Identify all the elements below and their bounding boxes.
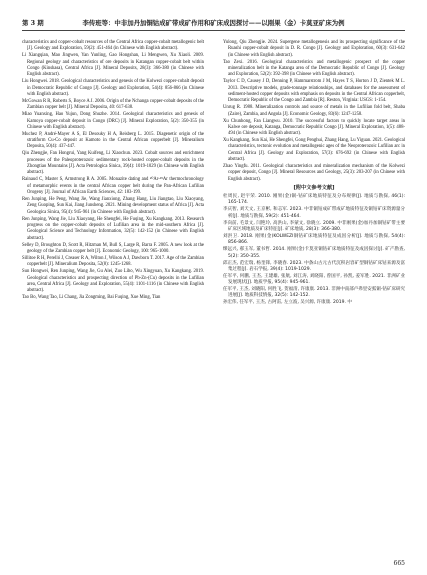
reference-entry: Miao Yuanxing, Hao Yujun, Dong Shuzhe. 2014. Geological characteristics and genesis of Kamoya copper-cobalt deposit in Congo (DRC) [J]. Mineral Exploration, 5(2): 350-355 (in Chinese with English abstract).: [22, 112, 204, 130]
chinese-reference-entry: 缪远兴, 郝玉军, 董书哲. 2014. 刚果(金)卡莫亚铜钴矿床地质特征及成因探讨[J]. 矿产勘查, 5(2): 350-355.: [223, 247, 405, 259]
reference-entry: McGowan R R, Roberts S, Boyce A J. 2006. Origin of the Nchanga copper-cobalt deposits of the Zambian copper belt [J]. Mineral Deposita, 40: 617-638.: [22, 98, 204, 111]
reference-entry: Zhao Yingfu. 2011. Geological characteristics and mineralization mechanism of the Kolwezi copper deposit, Congo [J]. Mineral Resources and Geology, 25(3): 203-207 (in Chinese with English abstract).: [223, 164, 405, 182]
reference-entry: Selley D, Broughton D, Scott R, Hitzman M, Bull S, Large R, Barra F. 2005. A new look at the geology of the Zambian copper belt [J]. Economic Geology, 100: 965-1000.: [22, 242, 204, 254]
chinese-reference-entry: 邱正杰, 范宏瑞, 杨奎锋, 李晓春. 2023. 中条山古元古代沉积岩容矿型铜钴矿床钴来源及富集过程[J]. 岩石学报, 39(4): 1019-1029.: [223, 260, 405, 272]
reference-entry: Unrug R. 1988. Mineralization controls and source of metals in the Lufilian fold belt, Shaba (Zaire), Zambia, and Angola [J]. Economic Geology, 83(6): 1247-1258.: [223, 105, 405, 117]
left-column: [22, 40, 204, 302]
page-number: 665: [393, 560, 405, 567]
reference-entry: Xu Kangkang, Sun Kai, He Shengfei, Gong Penghui, Zhang Hang, Lu Yiguan. 2021. Geological characteristics, tectonic evolution and metallogenic ages of the Neoproterozoic Lufilian arc in Central Africa [J]. Geology and Exploration, 57(3): 676-692 (in Chinese with English abstract).: [223, 138, 405, 163]
reference-columns: [22, 40, 405, 560]
chinese-reference-entry: 任军平, 何鹏, 王杰, 王建雄, 张航, 刘江涛, 刘晓阳, 曾国平, 孙凯, 姜军胜. 2021. 非洲矿业发展现状[J]. 地质学报, 95(4): 945-961.: [223, 273, 405, 286]
reference-entry: Ren Junping, He Peng, Wang Jie, Wang Jianxiong, Zhang Hang, Liu Jiangtao, Liu Xiaoyang, Zeng Guoping, Sun Kai, Jiang Junsheng. 2021. Mining development status of Africa [J]. Acta Geologica Sinica, 95(4): 945-961 (in Chinese with English abstract).: [22, 197, 204, 215]
chinese-reference-entry: 李向前, 毛景文, 闫艳玲, 高洪山, 李蒙文, 徐晓立. 2009. 中非刚果(金)加丹加铜钴矿带主要矿床区域地质及矿床特征[J]. 矿床地质, 28(3): 366-380.: [223, 220, 405, 233]
reference-entry: Ren Junping, Wang Jie, Liu Xiaoyang, He Shengfei, He Fuqing, Xu Kangkang. 2013. Research progress on the copper-cobalt deposits of Lufilian area in the mid-southern Africa [J]. Geological Science and Technology Information, 32(5): 142-152 (in Chinese with English abstract).: [22, 216, 204, 241]
reference-entry: characteristics and copper-cobalt resources of the Central Africa copper-cobalt metallogenic belt [J]. Geology and Exploration, 59(2): 451-464 (in Chinese with English abstract).: [22, 40, 204, 52]
running-title: 李传班等：中非加丹加铜钴成矿带成矿作用和矿床成因探讨——以刚果（金）卡莫亚矿床为例: [82, 19, 345, 27]
reference-entry: Liu Hongwei. 2018. Geological characteristics and genesis of the Kolwezi copper-cobalt deposit in Democratic Republic of Congo [J]. Geology and Exploration, 54(4): 856-866 (in Chinese with English abstract).: [22, 79, 204, 97]
chinese-reference-entry: 杜周民, 赵宇荣. 2010. 刚果(金)铜-钴矿床地质特征及分布规律[J]. 地质与勘探, 46(1): 165-174.: [223, 194, 405, 206]
chinese-reference-entry: 李庆智, 刘天文, 王京彬, 和志军. 2023. 中非铜钴成矿带成矿地质特征及铜钴矿床资源量分析[J]. 地质与勘探, 59(2): 451-464.: [223, 207, 405, 219]
reference-entry: Sillitoe R H, Perelló J, Creaser R A, Wilton J, Wilson A J, Dawborn T. 2017. Age of the Zambian copperbelt [J]. Mineralium Deposita, 52(8): 1245-1268.: [22, 255, 204, 268]
reference-entry: Xu Chunhong, Fan Liangwu. 2010. The successful factors to quickly locate target areas in Kalwe ore deposit, Katanga, Democratic Republic Congo [J]. Mineral Exploration, 1(5): 488-494 (in Chinese with English abstract).: [223, 118, 405, 137]
reference-entry: Qiu Zhengjie, Fan Hongrui, Yang Kuifeng, Li Xiaochun. 2023. Cobalt sources and enrichment processes of the Paleoproterozoic sedimentary rock-hosted copper-cobalt deposits in the Zhongtiao Mountains [J]. Acta Petrologica Sinica, 39(4): 1019-1029 (in Chinese with English abstract).: [22, 151, 204, 176]
right-column: [223, 40, 405, 307]
running-header: [22, 16, 405, 31]
reference-entry: Muchez P, André-Mayer A S, El Desouky H A, Reisberg L. 2015. Diagenetic origin of the stratiform Cu-Co deposit at Kamoto in the Central African copperbelt [J]. Mineralium Deposita, 50(4): 437-447.: [22, 131, 204, 150]
reference-entry: Rainaud C, Master S, Armstrong R A. 2005. Monazite dating and ⁴⁰Ar-³⁹Ar thermochronology of metamorphic events in the central African copper belt during the Pan-African Lufilian Orogeny [J]. Journal of African Earth Sciences, 42: 183-199.: [22, 177, 204, 196]
reference-entry: Yulong, Qiu Zhengjie. 2024. Supergene metallogenesis and its prospecting significance of the Ruashi copper-cobalt deposit in D. R. Congo [J]. Geology and Exploration, 60(3): 631-642 (in Chinese with English abstract).: [223, 40, 405, 58]
chinese-reference-entry: 孙宏伟, 任军平, 王杰, 古阿雷, 左立波, 吴兴源, 许康康. 2019. 中: [223, 300, 352, 306]
chinese-references-heading: [附中文参考文献]: [293, 185, 335, 192]
chinese-reference-entry: 任军平, 王杰, 刘晓阳, 何胜飞, 贺福清, 许康康. 2013. 非洲中南部卢弗里安弧铜-钴矿床研究进展[J]. 地质科技情报, 32(5): 142-152.: [223, 287, 405, 299]
reference-entry: Li Xiangqian, Mao Jingwen, Yan Yunling, Gao Hongshan, Li Mengwen, Xu Xiaoli. 2009. Regional geology and characteristics of ore deposits in Katangan copper-cobalt belt within Congo (Kinshasa), Central Africa [J]. Mineral Deposits, 28(3): 366-380 (in Chinese with English abstract).: [22, 53, 204, 78]
chinese-reference-entry: 刘洪卫. 2018. 刚果(金)KOLWEZI铜钴矿床地质特征及成因分析[J]. 地质与勘探, 54(4): 856-866.: [223, 233, 405, 246]
reference-entry: Tao Bo, Wang Tao, Li Chang, Jia Zongming, Bai Fuqing, Xue Ming, Tian: [22, 295, 161, 301]
reference-entry: Sun Hongwei, Ren Junping, Wang Jie, Gu Alei, Zuo Libo, Wu Xingyuan, Xu Kangkang. 2019. Geological characteristics and prospecting direction of Pb-Zn-(Cu) deposits in the Lufilian area, Central Africa [J]. Geology and Exploration, 55(4): 1101-1116 (in Chinese with English abstract).: [22, 269, 204, 294]
reference-entry: Taylor C D, Causey J D, Denning P, Hammarstrom J M, Hayes T S, Horton J D, Zientek M L. 2013. Descriptive models, grade-tonnage relationships, and databases for the assessment of sediment-hosted copper deposits with emphasis on deposits in the Central African copperbelt, Democratic Republic of the Congo and Zambia [R]. Reston, Virginia: USGS: 1-154.: [223, 79, 405, 104]
issue-label: 第 3 期: [22, 19, 44, 27]
reference-entry: Tao Zexi. 2016. Geological characteristics and metallogenic prospect of the copper mineralization belt in the Katanga area of the Democratic Republic of Congo [J]. Geology and Exploration, 52(2): 392-398 (in Chinese with English abstract).: [223, 59, 405, 78]
